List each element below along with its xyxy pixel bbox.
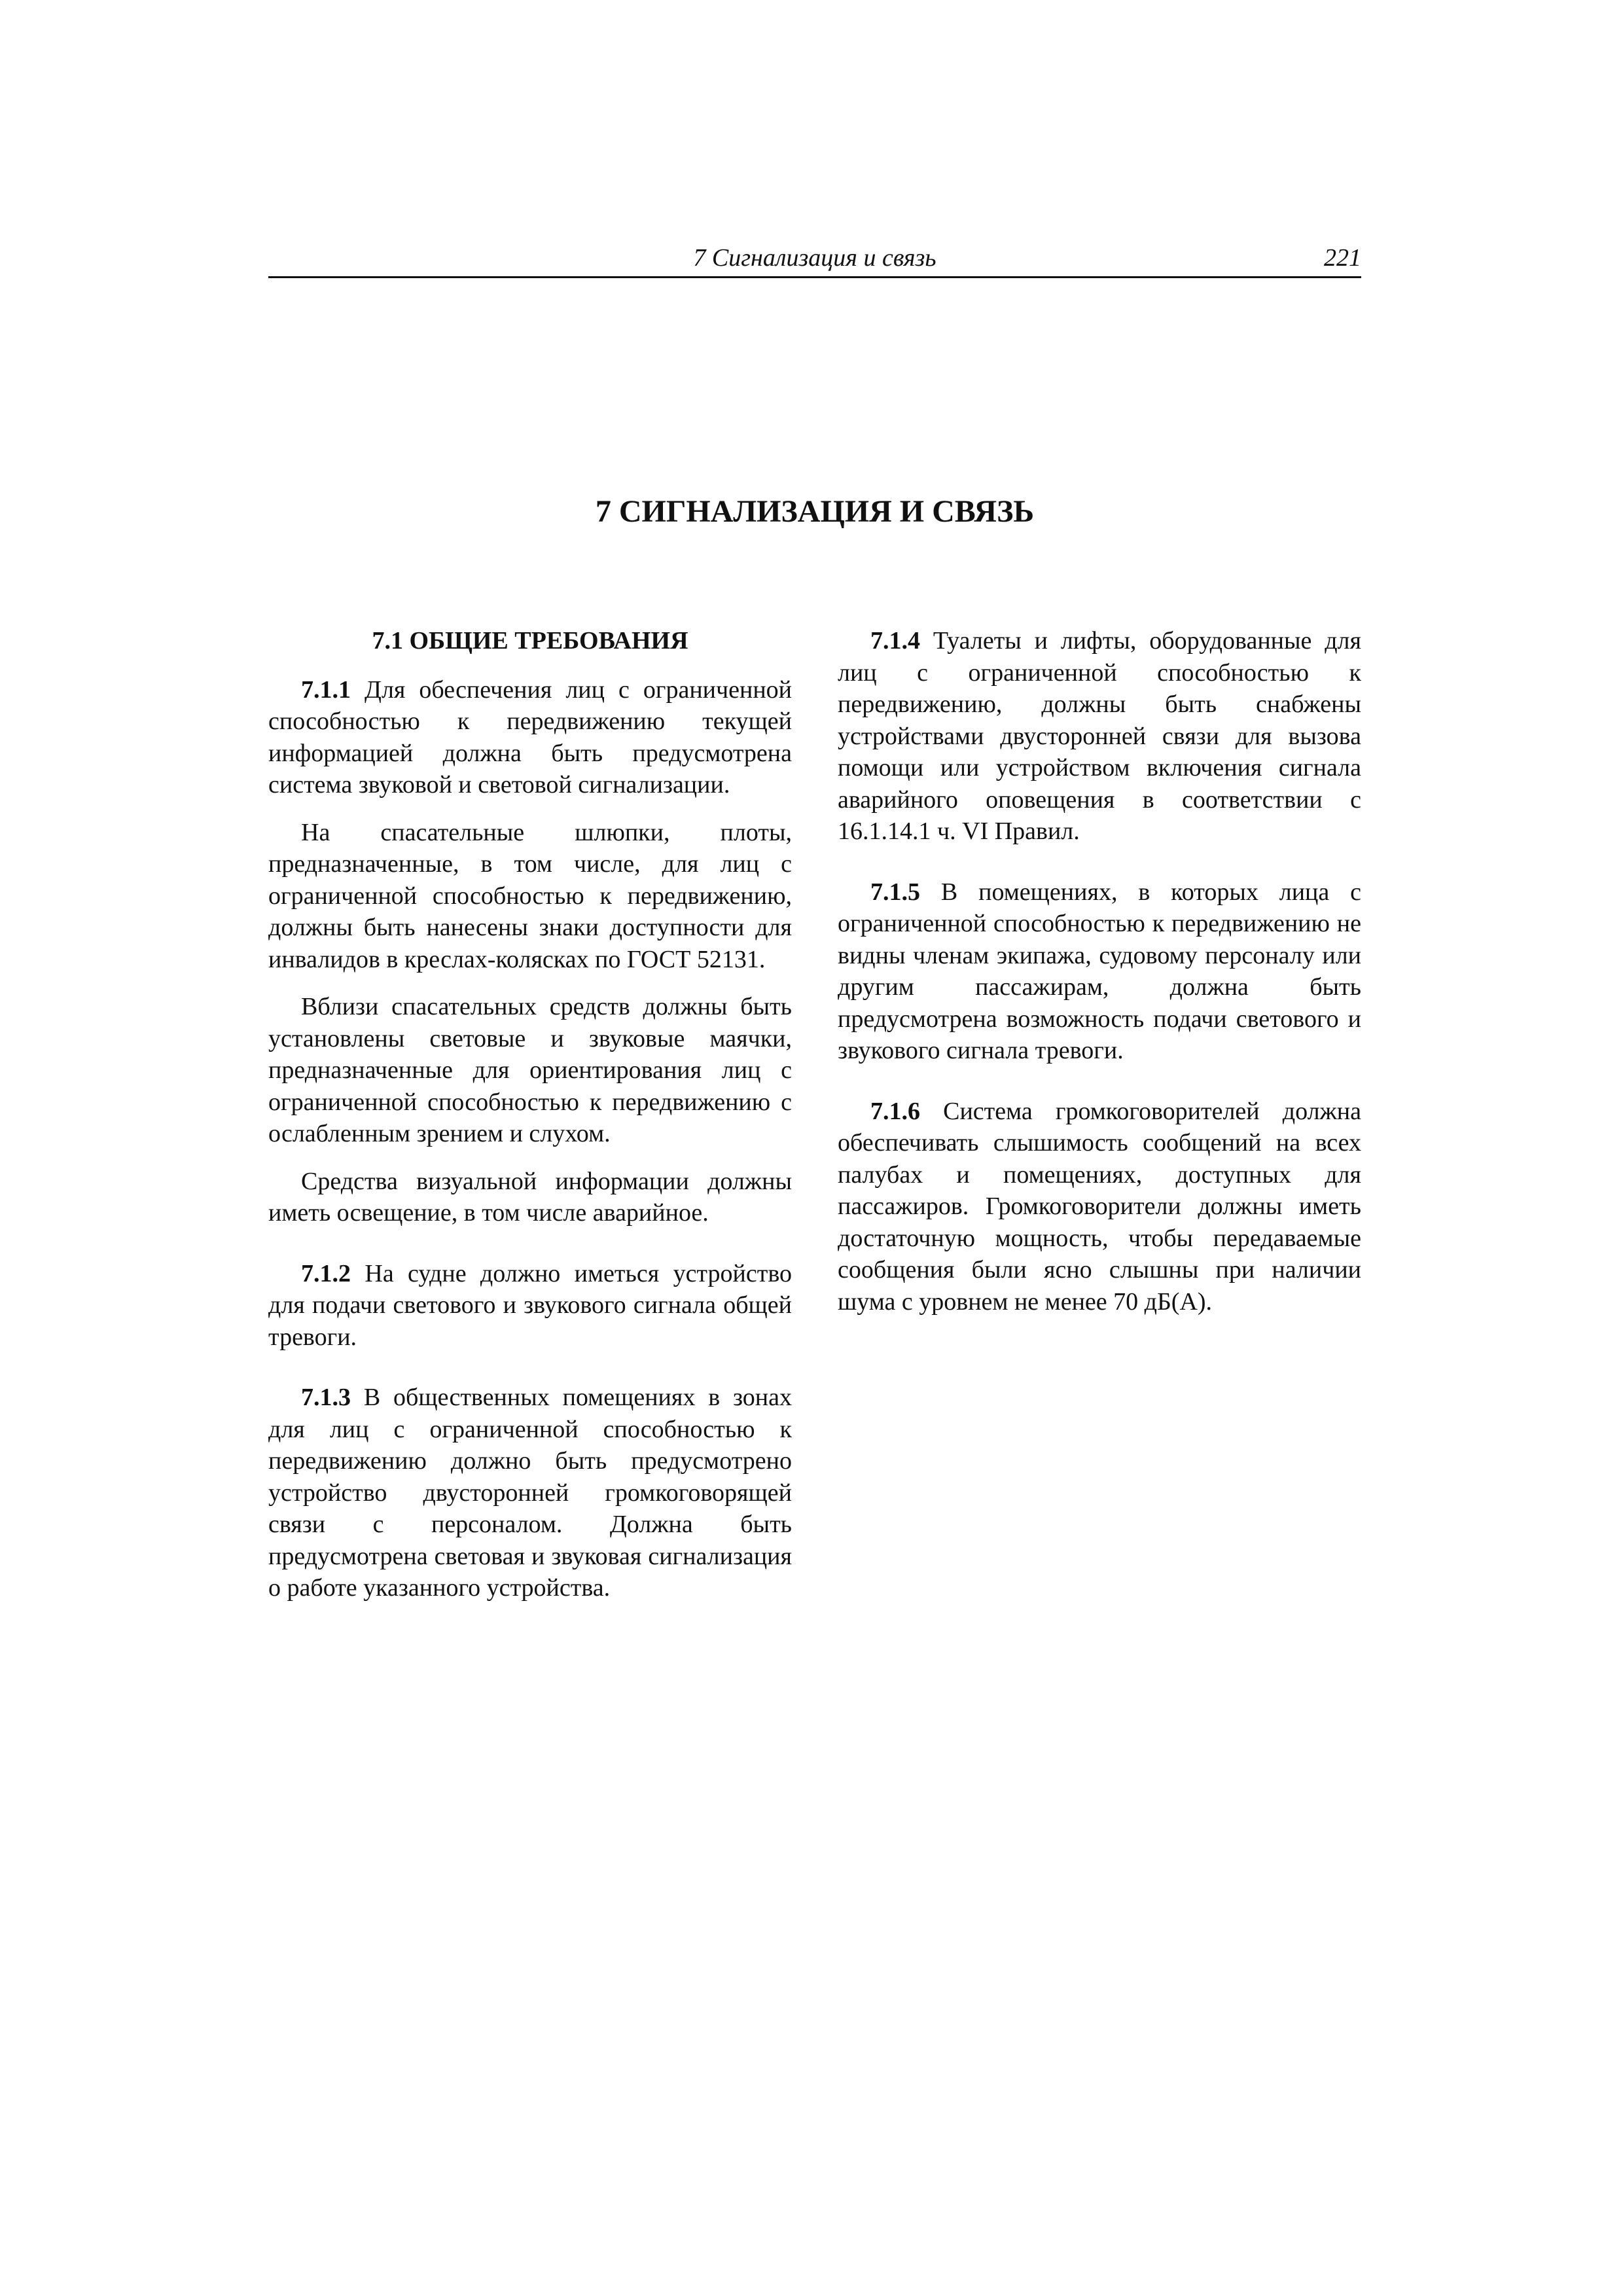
paragraph-7-1-4 [838, 625, 1361, 848]
paragraph-number: 7.1.6 [870, 1097, 920, 1125]
paragraph-number: 7.1.4 [870, 627, 920, 655]
paragraph-text: Вблизи спасательных средств должны быть установлены световые и звуковые маячки, предназначенные для ориентирования лиц с ограниченной способностью к передвижению с ослабленным зрением и слухом. [268, 993, 792, 1147]
paragraph-text: Туалеты и лифты, оборудованные для лиц с ограниченной способностью к передвижению, должны быть снабжены устройствами двусторонней связи для вызова помощи или устройством включения сигнала аварийного оповещения в соответствии с 16.1.14.1 ч. VI Правил. [838, 627, 1361, 845]
paragraph-7-1-1-lifeboats [268, 817, 792, 976]
paragraph-7-1-6 [838, 1096, 1361, 1318]
paragraph-number: 7.1.1 [301, 675, 351, 704]
paragraph-7-1-1 [268, 674, 792, 801]
page-number: 221 [1324, 244, 1361, 272]
left-column [268, 625, 792, 1620]
paragraph-7-1-3 [268, 1382, 792, 1604]
running-header [268, 237, 1361, 278]
paragraph-text: На спасательные шлюпки, плоты, предназначенные, в том числе, для лиц с ограниченной способностью к передвижению, должны быть нанесены знаки доступности для инвалидов в креслах-колясках по ГОСТ 52131. [268, 818, 792, 973]
paragraph-text: Для обеспечения лиц с ограниченной способностью к передвижению текущей информацией должна быть предусмотрена система звуковой и световой сигнализации. [268, 675, 792, 798]
paragraph-number: 7.1.2 [301, 1259, 351, 1287]
paragraph-text: В помещениях, в которых лица с ограниченной способностью к передвижению не видны членам экипажа, судовому персоналу или другим пассажирам, должна быть предусмотрена возможность подачи светового и звукового сигнала тревоги. [838, 878, 1361, 1064]
paragraph-number: 7.1.5 [870, 878, 920, 906]
paragraph-7-1-1-beacons [268, 991, 792, 1150]
paragraph-text: Средства визуальной информации должны иметь освещение, в том числе аварийное. [268, 1167, 792, 1227]
paragraph-text: На судне должно иметься устройство для подачи светового и звукового сигнала общей тревоги. [268, 1259, 792, 1351]
section-heading: 7.1 ОБЩИЕ ТРЕБОВАНИЯ [372, 627, 688, 655]
paragraph-number: 7.1.3 [301, 1384, 351, 1411]
paragraph-7-1-1-visual-info [268, 1166, 792, 1229]
running-title: 7 Сигнализация и связь [693, 244, 936, 272]
paragraph-7-1-5 [838, 876, 1361, 1067]
chapter-title: 7 СИГНАЛИЗАЦИЯ И СВЯЗЬ [595, 494, 1035, 529]
paragraph-7-1-2 [268, 1258, 792, 1354]
right-column [838, 625, 1361, 1333]
paragraph-text: Система громкоговорителей должна обеспечивать слышимость сообщений на всех палубах и помещениях, доступных для пассажиров. Громкоговорители должны иметь достаточную мощность, чтобы передаваемые сообщения были ясно слышны при наличии шума с уровнем не менее 70 дБ(А). [838, 1097, 1361, 1316]
paragraph-text: В общественных помещениях в зонах для лиц с ограниченной способностью к передвижению должно быть предусмотрено устройство двусторонней громкоговорящей связи с персоналом. Должна быть предусмотрена световая и звуковая сигнализация о работе указанного устройства. [268, 1384, 793, 1602]
